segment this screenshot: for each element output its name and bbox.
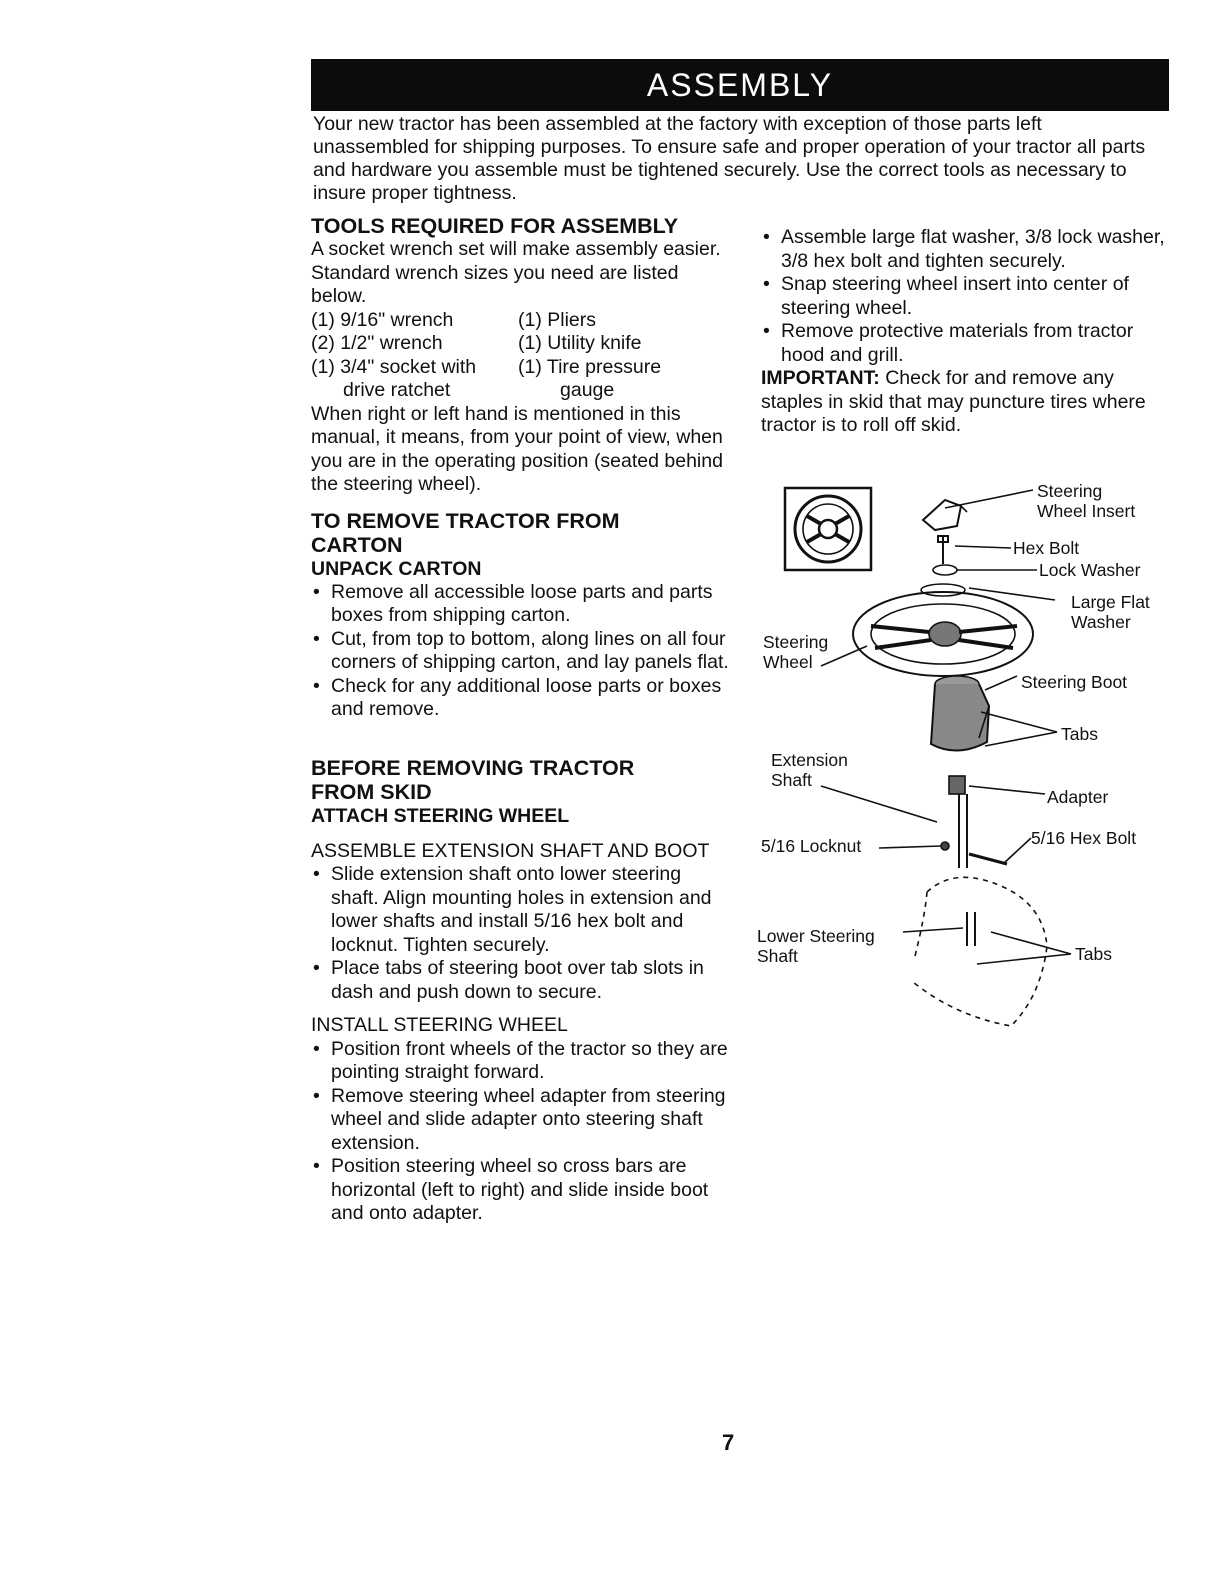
steering-list: [761, 226, 1171, 367]
label-extension-shaft-line-1: Extension: [771, 750, 848, 770]
label-steering-wheel-line-2: Wheel: [763, 652, 813, 672]
remove-heading-line-1: TO REMOVE TRACTOR FROM: [311, 508, 620, 533]
hand-note: When right or left hand is mentioned in this manual, it means, from your point of view, when you are in the operating position (seated behind the steering wheel).: [311, 402, 723, 495]
extension-list: [311, 863, 731, 1004]
label-hex-bolt-516: 5/16 Hex Bolt: [1031, 828, 1137, 848]
label-large-flat-washer-line-1: Large Flat: [1071, 592, 1150, 612]
list-item: • Check for any additional loose parts or boxes and remove.: [311, 675, 731, 722]
steering-assembly-diagram: [755, 476, 1165, 1036]
tool-item: (1) Pliers: [518, 308, 597, 331]
label-lower-steering-shaft-line-2: Shaft: [757, 946, 798, 966]
label-locknut: 5/16 Locknut: [761, 836, 862, 856]
page-banner: ASSEMBLY: [311, 59, 1169, 111]
tool-item: drive ratchet: [343, 379, 451, 401]
tool-item: (2) 1/2" wrench: [311, 332, 443, 354]
label-steering-wheel: [763, 632, 828, 672]
tools-list: [311, 309, 731, 403]
install-list: [311, 1038, 731, 1226]
list-item: • Cut, from top to bottom, along lines on all four corners of shipping carton, and lay panels flat.: [311, 628, 731, 675]
tool-item: (1) Tire pressure: [518, 355, 662, 378]
list-item: • Remove steering wheel adapter from steering wheel and slide adapter onto steering shaft extension.: [311, 1085, 731, 1156]
label-large-flat-washer: [1071, 592, 1150, 632]
list-item: • Assemble large flat washer, 3/8 lock washer, 3/8 hex bolt and tighten securely.: [761, 226, 1171, 273]
label-tabs-upper: Tabs: [1061, 724, 1098, 744]
important-text: Check for and remove any staples in skid that may puncture tires where tractor is to roll off skid.: [761, 367, 1146, 436]
label-steering-wheel-insert: [1037, 481, 1135, 521]
page-number: 7: [722, 1430, 735, 1455]
label-steering-wheel-line-1: Steering: [763, 632, 829, 652]
tools-text: A socket wrench set will make assembly easier. Standard wrench sizes you need are listed below.: [311, 238, 721, 307]
left-column: [311, 214, 731, 1226]
steering-wheel-icon: [785, 488, 871, 570]
label-adapter: Adapter: [1047, 787, 1109, 807]
extension-subheading: ASSEMBLE EXTENSION SHAFT AND BOOT: [311, 839, 710, 862]
attach-subheading: ATTACH STEERING WHEEL: [311, 804, 570, 827]
label-steering-boot: Steering Boot: [1021, 672, 1128, 692]
label-tabs-lower: Tabs: [1075, 944, 1112, 964]
important-label: IMPORTANT:: [761, 367, 880, 389]
label-lower-steering-shaft-line-1: Lower Steering: [757, 926, 875, 946]
tool-item: (1) 9/16" wrench: [311, 308, 454, 331]
remove-heading-line-2: CARTON: [311, 532, 403, 557]
label-steering-wheel-insert-line-1: Steering: [1037, 481, 1103, 501]
tool-item: (1) 3/4" socket with: [311, 355, 477, 378]
list-item: • Snap steering wheel insert into center of steering wheel.: [761, 273, 1171, 320]
list-item: • Remove all accessible loose parts and parts boxes from shipping carton.: [311, 581, 731, 628]
steering-boot-part: [931, 676, 989, 751]
right-column: [761, 226, 1171, 438]
label-steering-wheel-insert-line-2: Wheel Insert: [1037, 501, 1136, 521]
tool-item: (1) Utility knife: [518, 332, 642, 354]
list-item: • Place tabs of steering boot over tab slots in dash and push down to secure.: [311, 957, 731, 1004]
list-item: • Position steering wheel so cross bars are horizontal (left to right) and slide inside boot and onto adapter.: [311, 1155, 731, 1226]
label-hex-bolt: Hex Bolt: [1013, 538, 1080, 558]
remove-heading: [311, 509, 731, 557]
label-lower-steering-shaft: [757, 926, 875, 966]
label-large-flat-washer-line-2: Washer: [1071, 612, 1131, 632]
tool-item: gauge: [560, 379, 615, 401]
intro-paragraph: Your new tractor has been assembled at the factory with exception of those parts left unassembled for shipping purposes. To ensure safe and proper operation of your tractor all parts and hardware you assemble must be tightened securely. Use the correct tools as necessary to insure proper tightness.: [313, 113, 1146, 204]
label-extension-shaft: [771, 750, 848, 790]
unpack-subheading: UNPACK CARTON: [311, 557, 482, 580]
list-item: • Remove protective materials from tractor hood and grill.: [761, 320, 1171, 367]
steering-wheel-part: [853, 592, 1033, 676]
before-heading-line-2: FROM SKID: [311, 779, 432, 804]
list-item: • Slide extension shaft onto lower steering shaft. Align mounting holes in extension and lower shafts and install 5/16 hex bolt and locknut. Tighten securely.: [311, 863, 731, 957]
before-heading-line-1: BEFORE REMOVING TRACTOR: [311, 755, 635, 780]
unpack-list: [311, 581, 731, 722]
label-lock-washer: Lock Washer: [1039, 560, 1141, 580]
list-item: • Position front wheels of the tractor so they are pointing straight forward.: [311, 1038, 731, 1085]
before-heading: [311, 756, 731, 804]
tools-heading: TOOLS REQUIRED FOR ASSEMBLY: [311, 214, 679, 238]
install-subheading: INSTALL STEERING WHEEL: [311, 1014, 568, 1036]
label-extension-shaft-line-2: Shaft: [771, 770, 812, 790]
important-note: [761, 367, 1171, 438]
